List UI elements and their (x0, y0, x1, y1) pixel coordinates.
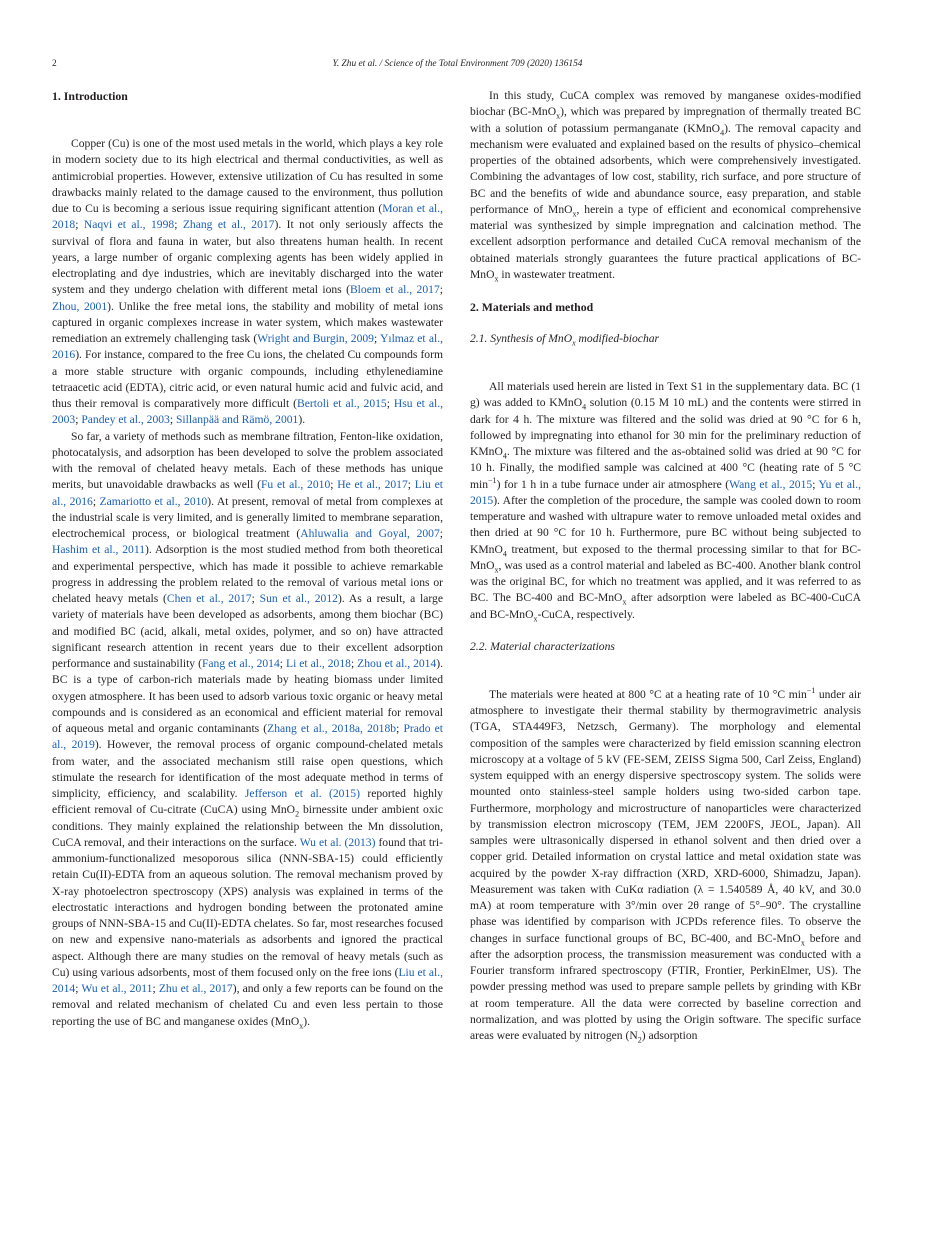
introduction-paragraph-1: Copper (Cu) is one of the most used metals in the world, which plays a key role in modern society due to its high electrical and thermal conductivities, as well as antimicrobial properties. However, extensive utilization of Cu has resulted in some drawbacks mainly related to the damage caused to the environment, thus pollution due to Cu is becoming a serious issue requiring significant attention (Moran et al., 2018; Naqvi et al., 1998; Zhang et al., 2017). It not only seriously affects the survival of flora and fauna in water, but also threatens human health. In recent years, a large number of organic complexing agents has been widely applied in electroplating and dye industries, which are inevitably discharged into the water system and they undergo chelation with different metal ions (Bloem et al., 2017; Zhou, 2001). Unlike the free metal ions, the stability and mobility of metal ions captured in organic complexes increase in water system, which makes wastewater remediation an extremely challenging task (Wright and Burgin, 2009; Yılmaz et al., 2016). For instance, compared to the free Cu ions, the chelated Cu compounds form a more stable structure with organic compounds, including ethylenediamine tetraacetic acid (EDTA), citric acid, or even natural humic acid and fulvic acid, and thus their removal is comparatively more difficult (Bertoli et al., 2015; Hsu et al., 2003; Pandey et al., 2003; Sillanpää and Rämö, 2001). (52, 137, 444, 427)
citation-link[interactable]: Fang et al., 2014 (201, 657, 280, 670)
citation-link[interactable]: Wu et al., 2011 (81, 982, 153, 995)
subscript: 4 (720, 127, 725, 137)
citation-link[interactable]: Naqvi et al., 1998 (83, 218, 175, 232)
citation-link[interactable]: Zhou, 2001 (52, 299, 108, 313)
citation-link[interactable]: Ahluwalia and Goyal, 2007 (300, 527, 440, 540)
superscript: −1 (488, 475, 497, 485)
citation-link[interactable]: Zamariotto et al., 2010 (99, 494, 208, 508)
citation-link[interactable]: Zhang et al., 2018a, 2018b (267, 722, 397, 735)
subscript: 2 (295, 809, 300, 819)
left-column (52, 88, 443, 1030)
introduction-paragraph-3: In this study, CuCA complex was removed by manganese oxides-modified biochar (BC-MnO$_x$), which was prepared by impregnation of thermally treated BC with a solution of potassium permanganate (KMnO$_4$). The removal capacity and mechanism were evaluated and explained based on the results of physico–chemical properties of the obtained adsorbents, which were comprehensively investigated. Combining the advantages of low cost, stability, rich surface, and pore structure of BC and the benefits of wide and abundance source, easy preparation, and stable performance of MnO$_x$, herein a type of efficient and economical comprehensive material was synthesized by simple impregnation and calcination method. The excellent adsorption performance and detailed CuCA removal mechanism of the obtained materials strongly guarantees the future practical applications of BC-MnO$_x$ in wastewater treatment. (470, 89, 862, 284)
materials-method-heading: 2. Materials and method (470, 300, 594, 314)
superscript: −1 (806, 685, 816, 695)
citation-link[interactable]: Liu et al., 2014 (52, 965, 443, 995)
subscript: x (572, 338, 576, 348)
subscript: 4 (502, 451, 507, 461)
citation-link[interactable]: Hsu et al., 2003 (52, 397, 443, 427)
citation-link[interactable]: Prado et al., 2019 (52, 722, 443, 752)
citation-link[interactable]: He et al., 2017 (337, 478, 408, 492)
citation-link[interactable]: Bloem et al., 2017 (349, 283, 440, 297)
citation-link[interactable]: Zhu et al., 2017 (158, 982, 233, 995)
subscript: x (494, 274, 499, 284)
citation-link[interactable]: Moran et al., 2018 (52, 202, 443, 232)
subscript: x (622, 597, 627, 607)
citation-link[interactable]: Yu et al., 2015 (470, 477, 861, 507)
subscript: 4 (582, 402, 587, 412)
journal-citation-line: Y. Zhu et al. / Science of the Total Environment 709 (2020) 136154 (332, 59, 583, 69)
citation-link[interactable]: Wright and Burgin, 2009 (257, 332, 374, 345)
right-column (470, 88, 861, 1044)
synthesis-subheading: 2.1. Synthesis of MnO$_x$ modified-biochar (470, 332, 660, 348)
citation-link[interactable]: Li et al., 2018 (285, 657, 351, 670)
citation-link[interactable]: Hashim et al., 2011 (52, 543, 145, 557)
subscript: x (494, 565, 499, 575)
subscript: 4 (502, 548, 507, 558)
subscript: x (299, 1020, 304, 1030)
subscript: 2 (637, 1035, 642, 1045)
running-head (52, 56, 863, 72)
citation-link[interactable]: Chen et al., 2017 (166, 592, 252, 605)
citation-link[interactable]: Zhang et al., 2017 (182, 218, 275, 232)
subscript: x (556, 111, 561, 121)
citation-link[interactable]: Sun et al., 2012 (259, 592, 338, 605)
subscript: x (572, 209, 577, 219)
citation-link[interactable]: Pandey et al., 2003 (81, 413, 170, 427)
citation-link[interactable]: Wang et al., 2015 (729, 477, 813, 491)
characterization-subheading: 2.2. Material characterizations (470, 639, 615, 653)
introduction-paragraph-2: So far, a variety of methods such as membrane filtration, Fenton-like oxidation, photocatalysis, and adsorption has been developed to solve the problem associated with the removal of chelated heavy metals. Each of these methods has unique merits, but unavoidable drawbacks as well (Fu et al., 2010; He et al., 2017; Liu et al., 2016; Zamariotto et al., 2010). At present, removal of metal from complexes at the industrial scale is very limited, and is generally limited to membrane separation, electrochemical process, or biological treatment (Ahluwalia and Goyal, 2007; Hashim et al., 2011). Adsorption is the most studied method from both theoretical and experimental perspective, which has made it possible to achieve remarkable progress in addressing the problem related to the removal of various metal ions or chelated heavy metals (Chen et al., 2017; Sun et al., 2012). As a result, a large variety of materials have been developed as adsorbents, among them biochar (BC) and modified BC (acid, alkali, metal oxides, polymer, and so on) have attracted significant research attention in recent years due to their excellent adsorption performance and sustainability (Fang et al., 2014; Li et al., 2018; Zhou et al., 2014). BC is a type of carbon-rich materials made by heating biomass under limited oxygen atmosphere. It has been used to adsorb various toxic organic or heavy metal compounds and is considered as an economical and efficient material for removal of aqueous metal and organic contaminants (Zhang et al., 2018a, 2018b; Prado et al., 2019). However, the removal process of organic compound-chelated metals from water, and the associated mechanism still raise open questions, which stimulate the research for identification of the most adequate method in terms of simplicity, efficiency, and scalability. Jefferson et al. (2015) reported highly efficient removal of Cu-citrate (CuCA) using MnO$_2$ birnessite under ambient oxic conditions. They mainly explained the relationship between the Mn dissolution, CuCA removal, and their interactions on the surface. Wu et al. (2013) found that tri-ammonium-functionalized mesoporous silica (NNN-SBA-15) could efficiently retain Cu(II)-EDTA from an aqueous solution. The removal mechanism proved by X-ray photoelectron spectroscopy (XPS) analysis was explained in terms of the electrostatic interactions and hydrogen bonding between the protonated amine groups of NNN-SBA-15 and Cu(II)-EDTA chelates. So far, most researches focused on new and expensive nano-materials as adsorbents and ignored the practical aspect. Although there are many studies on the removal of heavy metals (such as Cu) using various adsorbents, most of them focused only on the free ions (Liu et al., 2014; Wu et al., 2011; Zhu et al., 2017), and only a few reports can be found on the removal and related mechanism of chelated Cu and even less pertain to those reporting the use of BC and manganese oxides (MnO$_x$). (52, 429, 444, 1030)
synthesis-paragraph: All materials used herein are listed in Text S1 in the supplementary data. BC (1 g) was added to KMnO$_4$ solution (0.15 M 10 mL) and the contents were stirred in dark for 4 h. The mixture was filtered and the solid was dried at 90 °C for 6 h, followed by impregnating into ethanol for 30 min for the preliminary reduction of KMnO$_4$. The mixture was filtered and the as-obtained solid was dried at 90 °C for 10 h. Finally, the modified sample was calcined at 400 °C (heating rate of 5 °C $\min^{-1}$) for 1 h in a tube furnace under air atmosphere (Wang et al., 2015; Yu et al., 2015). After the completion of the procedure, the sample was cooled down to room temperature and washed with ultrapure water to remove unloaded metal oxides and then dried at 90 °C for 10 h. Furthermore, pure BC without being subjected to KMnO$_4$ treatment, but exposed to the thermal processing similar to that for BC-MnO$_x$, was used as a control material and labeled as BC-400. Another blank control was the original BC, for which no treatment was applied, and it was referred to as BC. The BC-400 and BC-MnO$_x$ after adsorption were labeled as BC-400-CuCA and BC-MnO$_x$-CuCA, respectively. (470, 380, 861, 623)
characterization-paragraph: The materials were heated at 800 °C at a heating rate of 10 °C $\min^{-1}$ under air atmosphere to investigate their thermal stability by thermogravimetric analysis (TGA, STA449F3, Netzsch, Germany). The morphology and elemental composition of the samples were characterized by field emission scanning electron microscopy at a voltage of 5 kV (FE-SEM, ZEISS Sigma 500, Carl Zeiss, England) system equipped with an energy dispersive spectroscopy system. The solids were mounted onto stainless-steel sample holders using two-sided carbon tape. Furthermore, morphology and microstructure of nanoparticles were characterized by transmission electron microscopy (TEM, JEM 2200FS, JEOL, Japan). All samples were ultrasonically dispersed in ethanol solvent and then dried over a copper grid. Detailed information on crystal lattice and metal oxidation state was acquired by the powder X-ray diffraction (XRD, XRD-6000, Shimadzu, Japan). Measurement was taken with CuKα radiation (λ = 1.540589 Å, 40 kV, and 30.0 mA) at room temperature with 3°/min over 2θ range of 5°–90°. The crystalline phase was identified by comparison with JCPDs reference files. To observe the changes in surface functional groups of BC, BC-400, and BC-MnO$_x$ before and after the adsorption process, the transmission measurement was conducted with a Fourier transform infrared spectroscopy (FTIR, Frontier, PerkinElmer, US). The powder pressing method was used to prepare sample pellets by grinding with KBr at room temperature. All the data were corrected by baseline correction and normalization, and was plotted by using the Origin software. The specific surface areas were evaluated by nitrogen $(N_2)$ adsorption (470, 685, 861, 1045)
citation-link[interactable]: Bertoli et al., 2015 (297, 397, 387, 410)
citation-link[interactable]: Jefferson et al. (2015) (244, 787, 360, 800)
citation-link[interactable]: Yılmaz et al., 2016 (52, 332, 443, 362)
citation-link[interactable]: Zhou et al., 2014 (357, 657, 437, 670)
citation-link[interactable]: Liu et al., 2016 (52, 478, 443, 508)
page-number: 2 (52, 59, 57, 69)
citation-link[interactable]: Fu et al., 2010 (260, 478, 331, 492)
citation-link[interactable]: Wu et al. (2013) (299, 835, 376, 849)
subscript: x (800, 937, 805, 947)
citation-link[interactable]: Sillanpää and Rämö, 2001 (175, 413, 299, 427)
subscript: x (533, 613, 538, 623)
introduction-heading: 1. Introduction (52, 89, 128, 103)
